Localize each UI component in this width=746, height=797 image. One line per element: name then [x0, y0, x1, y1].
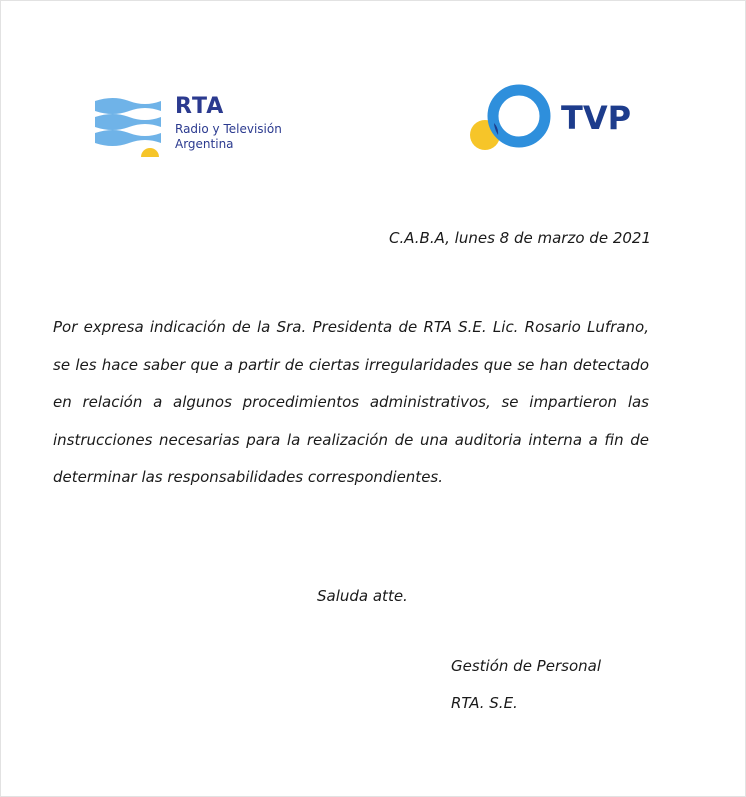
rta-wordmark: [175, 95, 282, 152]
signature-department: Gestión de Personal: [451, 657, 601, 675]
letter-greeting: Saluda atte.: [317, 587, 408, 605]
rta-logo: [93, 93, 293, 163]
rta-waves-icon: [93, 95, 163, 157]
rta-name: RTA: [175, 94, 225, 119]
signature-company: RTA. S.E.: [451, 694, 518, 712]
rta-subtitle-line2: Argentina: [175, 137, 234, 151]
letter-date: C.A.B.A, lunes 8 de marzo de 2021: [389, 229, 651, 247]
tvp-logo: [467, 83, 647, 158]
tvp-circle-icon: [467, 83, 557, 158]
letter-body: Por expresa indicación de la Sra. Presidenta de RTA S.E. Lic. Rosario Lufrano, se les hace saber que a partir de ciertas irregularidades que se han detectado en relación a algunos procedimientos administrativos, se impartieron las instrucciones necesarias para la realización de una auditoria interna a fin de determinar las responsabilidades correspondientes.: [53, 318, 649, 486]
rta-subtitle-line1: Radio y Televisión: [175, 122, 282, 136]
tvp-name: TVP: [561, 99, 632, 137]
